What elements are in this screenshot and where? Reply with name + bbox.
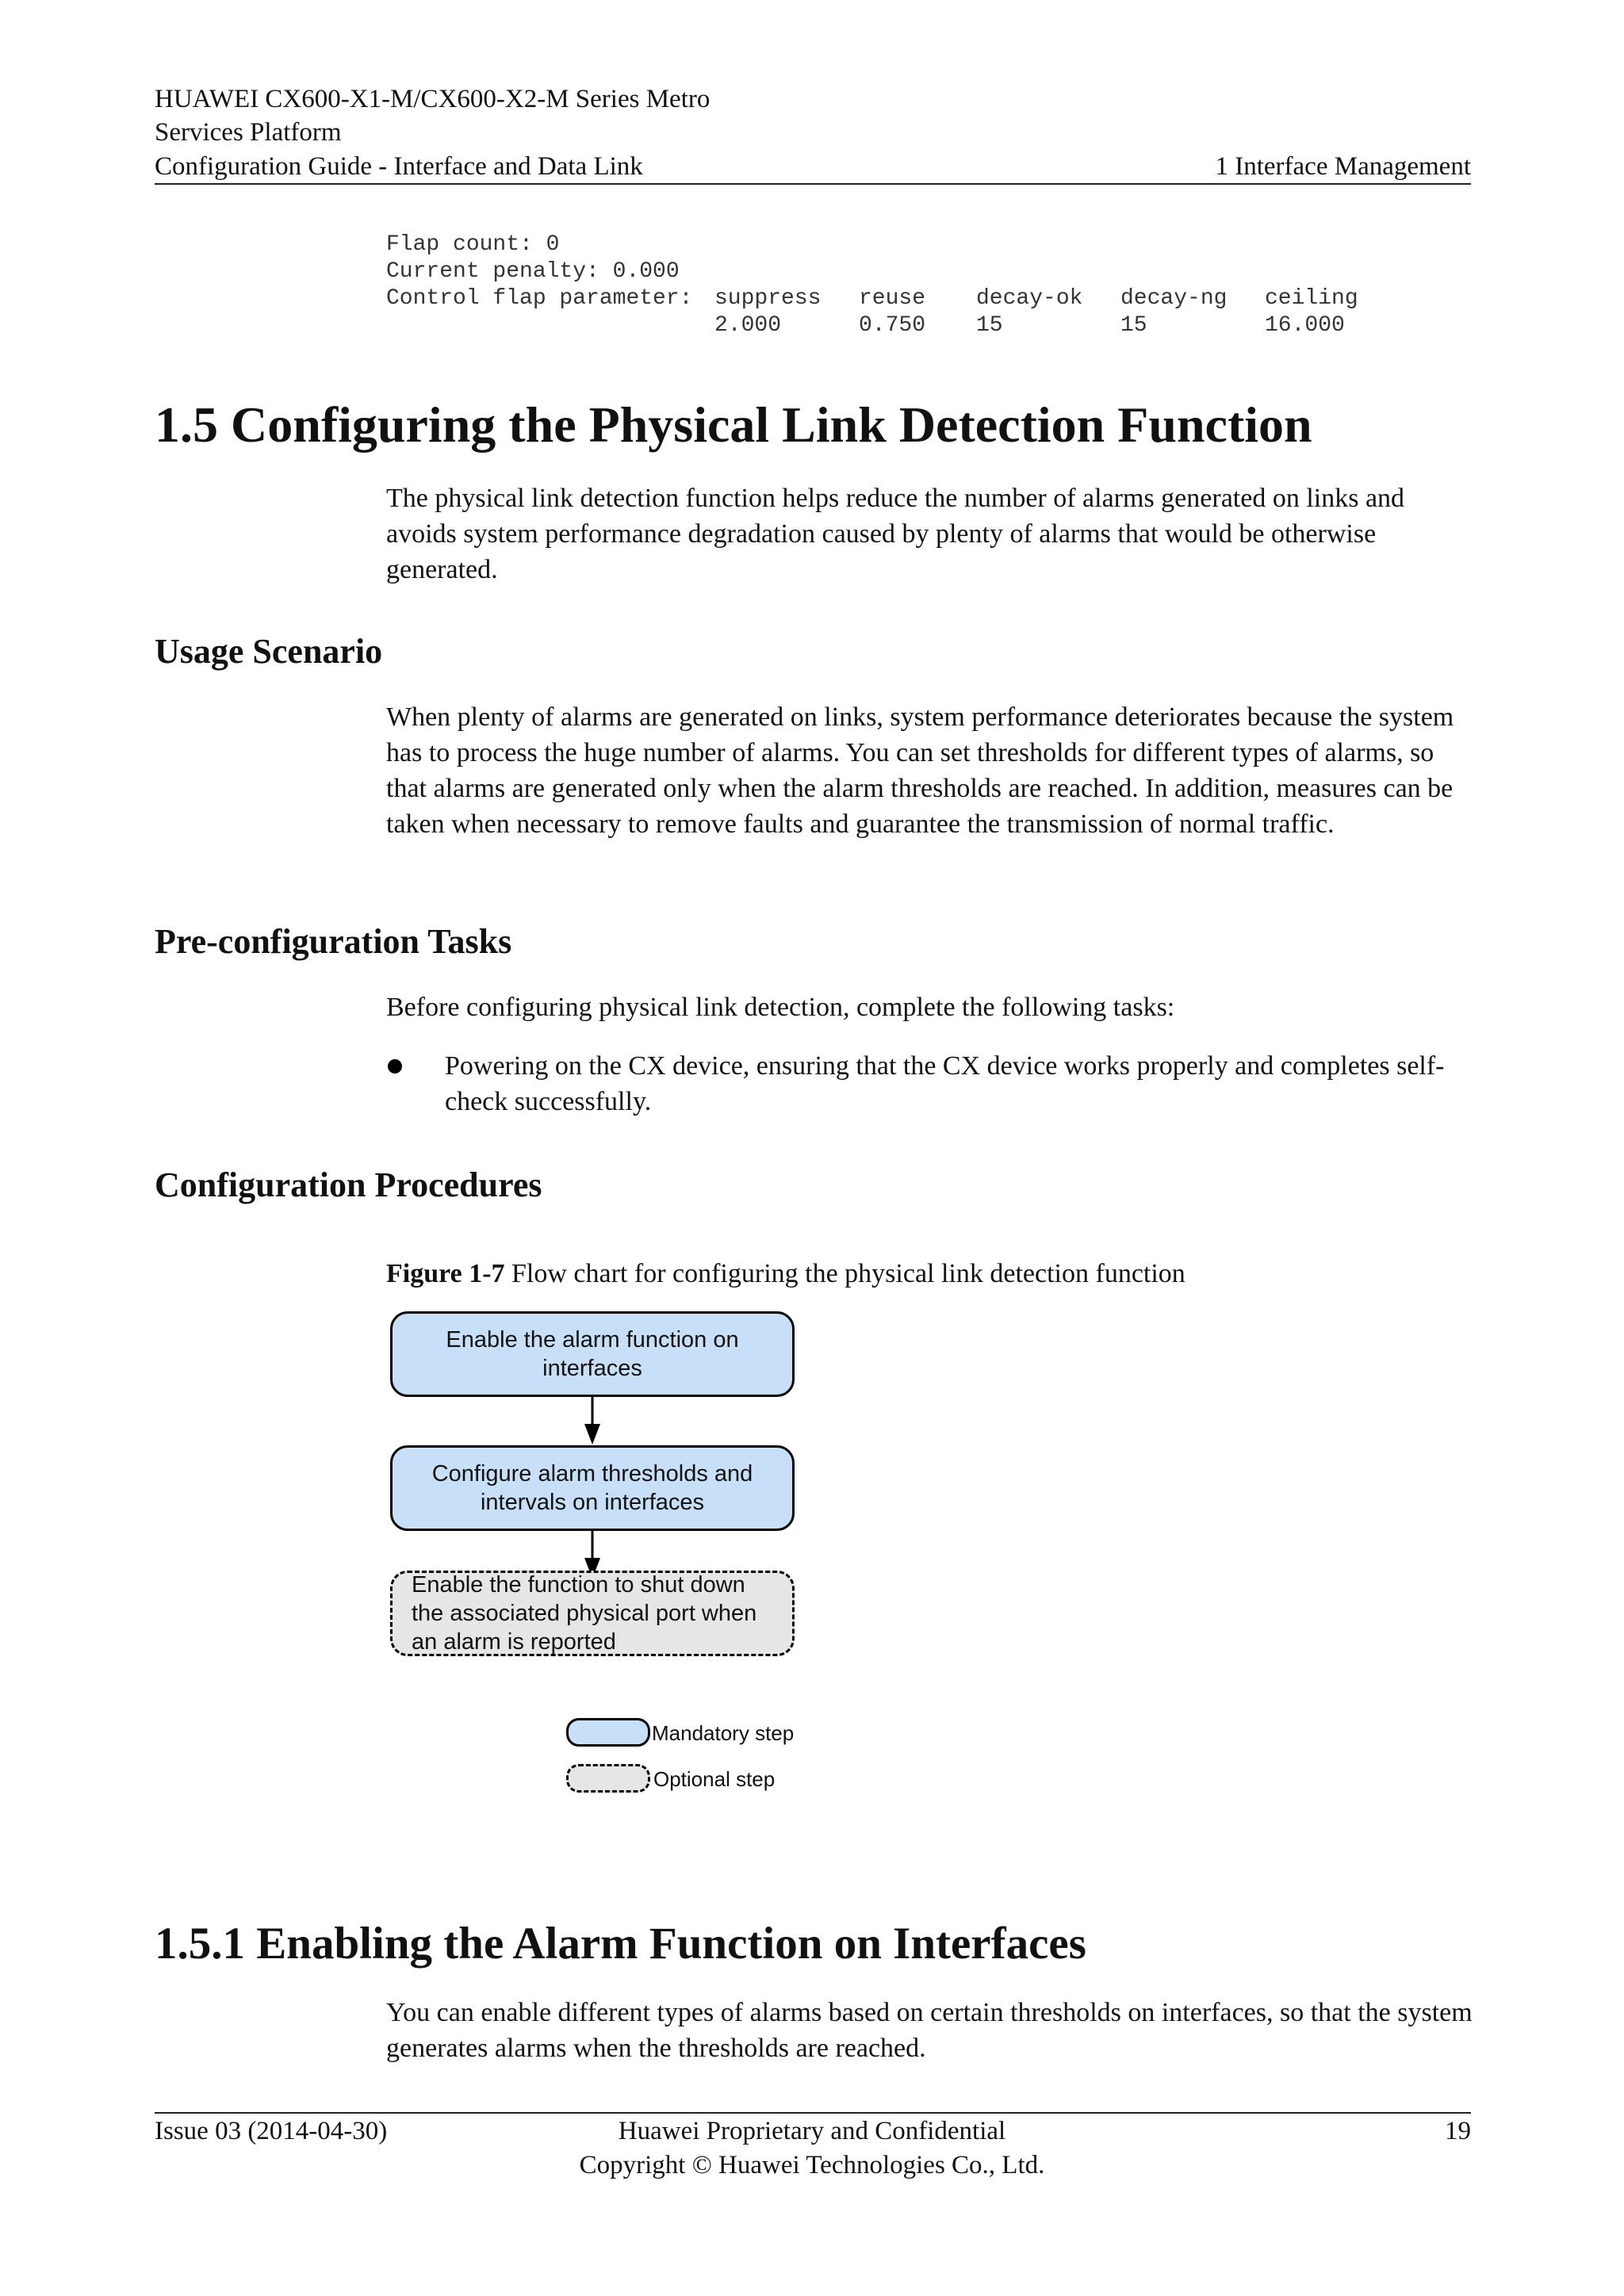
flow-step-3	[390, 1571, 795, 1656]
code-param-ceiling: ceiling	[1265, 286, 1358, 311]
legend-mandatory-label: Mandatory step	[652, 1721, 795, 1745]
figure-caption-text: Flow chart for configuring the physical link detection function	[511, 1259, 1185, 1288]
legend-optional-shape	[566, 1764, 650, 1793]
header-title-line1: HUAWEI CX600-X1-M/CX600-X2-M Series Metro	[155, 85, 710, 113]
header-guide: Configuration Guide - Interface and Data Link	[155, 152, 643, 181]
flow-step-1-line1: Enable the alarm function on	[446, 1327, 739, 1353]
section-intro: The physical link detection function helps reduce the number of alarms generated on links and avoids system performance degradation caused by plenty of alarms that would be otherwise generated.	[386, 484, 1405, 584]
legend-mandatory-shape	[566, 1718, 650, 1747]
code-flap-count: Flap count: 0	[386, 232, 560, 257]
footer-issue: Issue 03 (2014-04-30)	[155, 2117, 388, 2145]
flow-step-3-line3: an alarm is reported	[412, 1629, 616, 1655]
code-value-suppress: 2.000	[714, 313, 782, 338]
code-value-decay-ok: 15	[976, 313, 1003, 338]
flow-step-2	[390, 1445, 795, 1531]
preconfig-text: Before configuring physical link detection, complete the following tasks:	[386, 993, 1175, 1022]
usage-text: When plenty of alarms are generated on links, system performance deteriorates because the system has to process the huge number of alarms. You can set thresholds for different types of alarms, so that alarms are generated only when the alarm thresholds are reached. In addition, measures can be taken when necessary to remove faults and guarantee the transmission of normal traffic.	[386, 702, 1454, 839]
subsection-text: You can enable different types of alarms based on certain thresholds on interfaces, so that the system generates alarms when the thresholds are reached.	[386, 1998, 1473, 2063]
code-value-reuse: 0.750	[859, 313, 926, 338]
footer-confidential: Huawei Proprietary and Confidential	[618, 2117, 1006, 2145]
preconfig-heading: Pre-configuration Tasks	[155, 922, 512, 961]
header-divider	[155, 183, 1471, 185]
code-param-decay-ng: decay-ng	[1120, 286, 1228, 311]
code-param-reuse: reuse	[859, 286, 926, 311]
footer-page-number: 19	[1445, 2117, 1471, 2145]
flow-step-2-line2: intervals on interfaces	[480, 1490, 705, 1515]
flow-step-1	[390, 1311, 795, 1397]
figure-caption	[386, 1256, 1496, 1292]
code-current-penalty: Current penalty: 0.000	[386, 259, 680, 284]
header-chapter: 1 Interface Management	[1215, 152, 1471, 181]
flow-step-3-line1: Enable the function to shut down	[412, 1572, 745, 1598]
footer-copyright: Copyright © Huawei Technologies Co., Ltd.	[579, 2151, 1045, 2179]
flow-step-3-line2: the associated physical port when	[412, 1601, 757, 1626]
footer-divider	[155, 2112, 1471, 2114]
flow-arrow-1	[576, 1397, 608, 1446]
flow-step-1-line2: interfaces	[542, 1356, 642, 1381]
code-param-decay-ok: decay-ok	[976, 286, 1083, 311]
code-value-ceiling: 16.000	[1265, 313, 1345, 338]
flow-step-2-line1: Configure alarm thresholds and	[431, 1461, 753, 1487]
code-value-decay-ng: 15	[1120, 313, 1147, 338]
subsection-title: 1.5.1 Enabling the Alarm Function on Interfaces	[155, 1919, 1086, 1969]
section-title: 1.5 Configuring the Physical Link Detection Function	[155, 396, 1312, 453]
code-control-flap-label: Control flap parameter:	[386, 286, 693, 311]
legend-optional-label: Optional step	[653, 1767, 776, 1791]
usage-heading: Usage Scenario	[155, 632, 383, 671]
procedures-heading: Configuration Procedures	[155, 1165, 542, 1204]
bullet-icon	[388, 1059, 402, 1073]
code-param-suppress: suppress	[714, 286, 822, 311]
preconfig-bullet-item: Powering on the CX device, ensuring that the CX device works properly and completes self-check successfully.	[445, 1051, 1445, 1116]
header-title-line2: Services Platform	[155, 118, 342, 147]
figure-label: Figure 1-7	[386, 1259, 505, 1288]
